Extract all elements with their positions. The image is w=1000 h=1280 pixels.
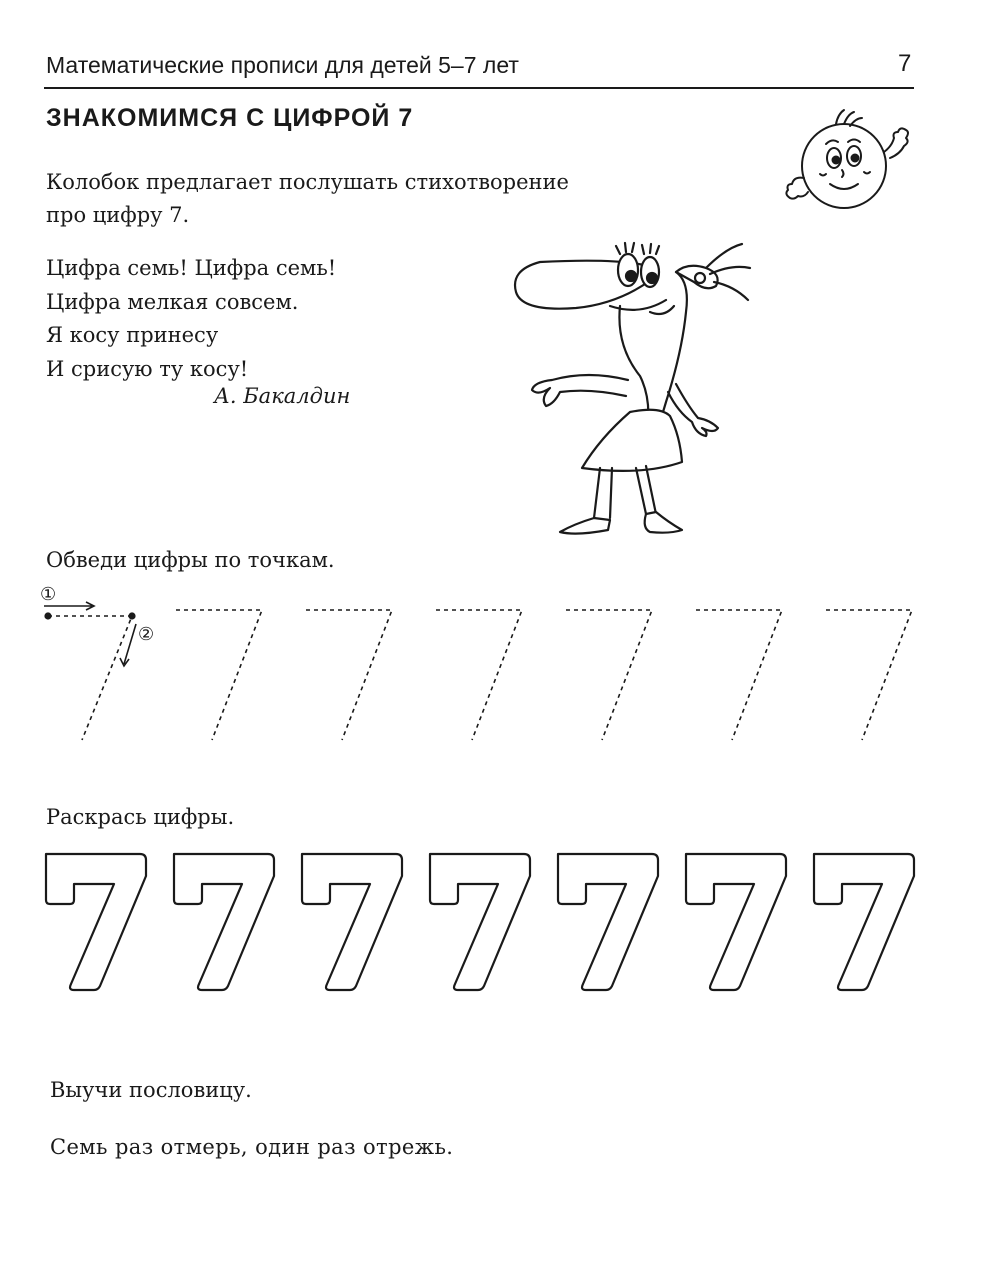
dotted-seven (826, 610, 912, 740)
kolobok-icon (780, 104, 910, 220)
step-2-marker: ② (138, 624, 155, 645)
poem-line: Я косу принесу (46, 323, 219, 347)
page-number: 7 (898, 50, 912, 77)
dotted-seven (436, 610, 522, 740)
outline-seven[interactable] (814, 854, 914, 990)
outline-seven[interactable] (174, 854, 274, 990)
intro-line-2: про цифру 7. (46, 203, 190, 227)
outline-seven[interactable] (302, 854, 402, 990)
dotted-seven (566, 610, 652, 740)
seven-character-illustration (500, 232, 770, 562)
intro-text (46, 166, 606, 232)
poem-line: И срисую ту косу! (46, 356, 249, 381)
proverb-instruction: Выучи пословицу. (50, 1078, 252, 1102)
coloring-instruction: Раскрась цифры. (46, 805, 235, 829)
coloring-area (36, 848, 936, 998)
proverb-text: Семь раз отмерь, один раз отрежь. (50, 1135, 454, 1159)
poem-line: Цифра семь! Цифра семь! (46, 256, 337, 280)
section-title: ЗНАКОМИМСЯ С ЦИФРОЙ 7 (46, 104, 414, 132)
dotted-seven (696, 610, 782, 740)
tracing-instruction: Обведи цифры по точкам. (46, 548, 335, 572)
tracing-area (36, 578, 936, 748)
outline-seven[interactable] (558, 854, 658, 990)
step-2-arrow-icon (120, 624, 136, 666)
outline-seven[interactable] (430, 854, 530, 990)
header-divider (44, 87, 914, 89)
dotted-seven (306, 610, 392, 740)
poem (46, 252, 336, 386)
intro-line-1: Колобок предлагает послушать стихотворение (46, 170, 569, 194)
outline-seven[interactable] (46, 854, 146, 990)
poem-author: А. Бакалдин (214, 384, 351, 408)
poem-line: Цифра мелкая совсем. (46, 289, 299, 314)
step-1-marker: ① (40, 584, 57, 605)
header-title: Математические прописи для детей 5–7 лет (46, 52, 519, 78)
outline-seven[interactable] (686, 854, 786, 990)
dotted-seven (48, 616, 132, 740)
dotted-seven (176, 610, 262, 740)
